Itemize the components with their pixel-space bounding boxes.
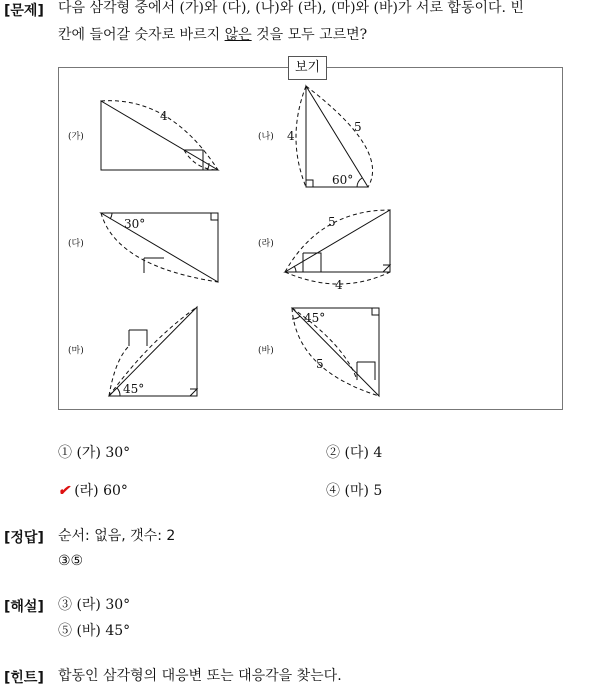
choice-1-text: (가) 30° (76, 445, 131, 461)
check-icon: ✔ (58, 483, 70, 499)
figure-na-side-left: 4 (287, 129, 295, 143)
choice-1-number: ① (58, 445, 72, 461)
figure-ra-side-hyp: 5 (328, 215, 336, 229)
figure-ma-label: (마) (68, 346, 84, 356)
figure-ba-label: (바) (258, 346, 274, 356)
choice-3[interactable] (58, 484, 128, 498)
hint-text: 합동인 삼각형의 대응변 또는 대응각을 찾는다. (58, 668, 342, 684)
figure-na (296, 86, 373, 187)
explanation-line-2: ⑤ (바) 45° (58, 623, 131, 639)
explanation-label: [해설] (4, 599, 44, 615)
figure-ra-side-bottom: 4 (335, 278, 343, 292)
hint-label: [힌트] (4, 670, 44, 686)
figure-ra (285, 210, 390, 284)
figure-ga-side: 4 (160, 109, 168, 123)
choice-2-text: (다) 4 (344, 445, 383, 461)
question-line-2-after: 것을 모두 고르면? (251, 27, 368, 43)
figure-da-angle: 30° (124, 217, 146, 231)
answer-label: [정답] (4, 530, 44, 546)
bogi-title: 보기 (288, 56, 327, 80)
figure-da-label: (다) (68, 239, 84, 249)
choice-2[interactable] (326, 446, 382, 460)
figure-ba-side: 5 (316, 357, 324, 371)
question-line-2-before: 칸에 들어갈 숫자로 바르지 (58, 27, 225, 43)
question-line-1: 다음 삼각형 중에서 (가)와 (다), (나)와 (라), (마)와 (바)가 서로 합동이다. 빈 (58, 0, 524, 16)
choice-4[interactable] (326, 484, 382, 498)
figure-ga-label: (가) (68, 132, 84, 142)
figure-ma-angle: 45° (123, 382, 145, 396)
figure-na-angle: 60° (332, 173, 354, 187)
choice-3-text: (라) 60° (74, 483, 128, 499)
choice-4-text: (마) 5 (344, 483, 383, 499)
figure-ra-label: (라) (258, 239, 274, 249)
choice-2-number: ② (326, 445, 340, 461)
answer-line-1: 순서: 없음, 갯수: 2 (58, 528, 176, 544)
question-label: [문제] (4, 3, 44, 19)
figure-ba-angle: 45° (304, 311, 326, 325)
choice-4-number: ④ (326, 483, 340, 499)
figure-na-label: (나) (258, 132, 274, 142)
figure-na-side-hyp: 5 (354, 120, 362, 134)
figure-da (101, 213, 218, 282)
answer-line-2: ③⑤ (58, 553, 84, 569)
underlined-word: 않은 (224, 27, 252, 43)
choice-1[interactable] (58, 446, 130, 460)
explanation-line-1: ③ (라) 30° (58, 597, 131, 613)
